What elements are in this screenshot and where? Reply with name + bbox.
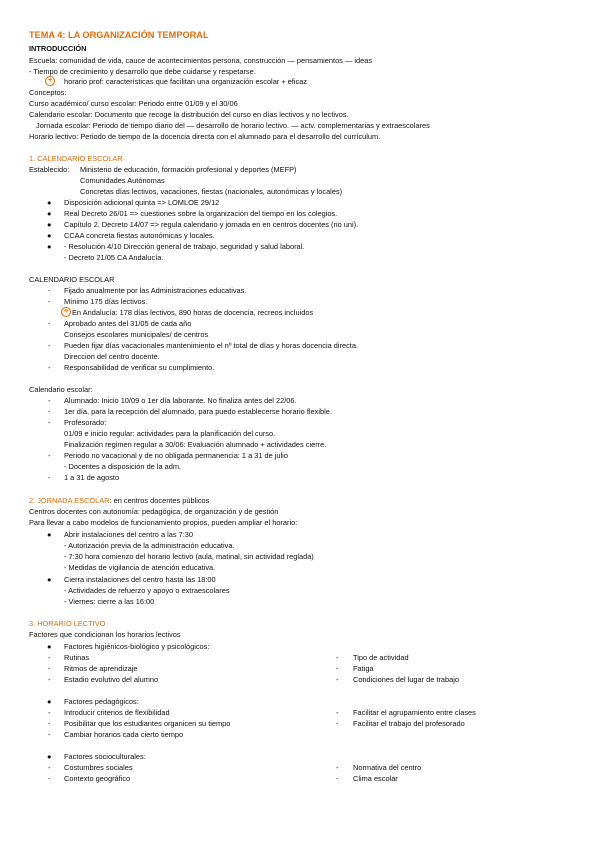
s3-socioculturales: Factores socioculturales: bbox=[64, 752, 146, 761]
s2-abrir: Abrir instalaciones del centro a las 7:30 bbox=[64, 530, 193, 539]
section-2-title: 2. JORNADA ESCOLAR bbox=[29, 496, 110, 505]
s3-hig-right: Fatiga bbox=[353, 664, 374, 673]
s3-soc-left: Contexto geográfico bbox=[64, 774, 131, 783]
dash-icon: - bbox=[336, 719, 339, 728]
dash-icon: - bbox=[48, 319, 51, 328]
dash-icon: - bbox=[336, 708, 339, 717]
establecido-concretas: Concretas días lectivos, vacaciones, fiestas (nacionales, autonómicas y locales) bbox=[80, 187, 343, 196]
bullet-icon: ● bbox=[47, 231, 52, 240]
s3-ped-left: Cambiar horarios cada cierto tiempo bbox=[64, 730, 184, 739]
bullet-icon: ● bbox=[47, 220, 52, 229]
s2-autonomia: Centros docentes con autonomía: pedagógica, de organización y de gestión bbox=[29, 507, 279, 516]
s1-decreto-21: - Decreto 21/05 CA Andalucía. bbox=[64, 253, 164, 262]
bullet-icon: ● bbox=[47, 752, 52, 761]
calendario2-heading: Calendario escolar: bbox=[29, 385, 93, 394]
bullet-icon: ● bbox=[47, 642, 52, 651]
s2-abrir-sub: - 7:30 hora comienzo del horario lectivo (aula, matinal, sin actividad reglada) bbox=[64, 552, 314, 561]
intro-conceptos: Conceptos: bbox=[29, 88, 67, 97]
establecido-mefp: Ministerio de educación, formación profesional y deportes (MEFP) bbox=[80, 165, 297, 174]
dash-icon: - bbox=[336, 763, 339, 772]
cal2-prof-1: 01/09 e inicio regular: actividades para la planificación del curso. bbox=[64, 429, 276, 438]
bullet-icon: ● bbox=[47, 697, 52, 706]
s3-ped-left: Introducir criterios de flexibilidad bbox=[64, 708, 170, 717]
s3-factores: Factores que condicionan los horarios lectivos bbox=[29, 630, 181, 639]
s2-abrir-sub: - Medidas de vigilancia de atención educativa. bbox=[64, 563, 216, 572]
intro-heading: INTRODUCCIÓN bbox=[29, 44, 87, 53]
section-3-heading: 3. HORARIO LECTIVO bbox=[29, 619, 106, 628]
s1-bullet: Disposición adicional quinta => LOMLOE 29/12 bbox=[64, 198, 220, 207]
dash-icon: - bbox=[48, 407, 51, 416]
establecido-label: Establecido: bbox=[29, 165, 70, 174]
s1-bullet: Real Decreto 26/01 => cuestiones sobre la organización del tiempo en los colegios. bbox=[64, 209, 338, 218]
s3-soc-right: Clima escolar bbox=[353, 774, 398, 783]
s1-bullet: - Resolución 4/10 Dirección general de trabajo, seguridad y salud laboral. bbox=[64, 242, 305, 251]
s3-ped-left: Posibilitar que los estudiantes organicen su tiempo bbox=[64, 719, 231, 728]
dash-icon: - bbox=[336, 774, 339, 783]
section-2-heading bbox=[29, 497, 209, 504]
intro-horario-lectivo: Horario lectivo: Periodo de tiempo de la docencia directa con el alumnado para el desarrollo del currículum. bbox=[29, 132, 381, 141]
s3-soc-right: Normativa del centro bbox=[353, 763, 422, 772]
cal-item: Fijado anualmente por las Administraciones educativas. bbox=[64, 286, 247, 295]
dash-icon: - bbox=[48, 653, 51, 662]
cal-direccion: Direccion del centro docente. bbox=[64, 352, 160, 361]
cal-consejos: Consejos escolares municipales/ de centros bbox=[64, 330, 209, 339]
intro-escuela: Escuela: comunidad de vida, cauce de acontecimientos persona, construcción — pensamientos — ideas bbox=[29, 56, 373, 65]
s3-hig-left: Estadio evolutivo del alumno bbox=[64, 675, 159, 684]
cal-item: Aprobado antes del 31/05 de cada año bbox=[64, 319, 192, 328]
cal-andalucia: En Andalucía: 178 días lectivos, 890 horas de docencia, recreos incluidos bbox=[72, 308, 314, 317]
dash-icon: - bbox=[48, 763, 51, 772]
dash-icon: - bbox=[48, 664, 51, 673]
page-title: TEMA 4: LA ORGANIZACIÓN TEMPORAL bbox=[29, 30, 209, 40]
cal-item: Pueden fijar días vacacionales mantenimiento el nº total de días y horas docencia directa. bbox=[64, 341, 358, 350]
establecido-ccaa: Comunidades Autónomas bbox=[80, 176, 165, 185]
dash-icon: - bbox=[48, 675, 51, 684]
dash-icon: - bbox=[336, 675, 339, 684]
cal2-docentes: - Docentes a disposición de la adm. bbox=[64, 462, 182, 471]
bullet-icon: ● bbox=[47, 530, 52, 539]
cal2-item: Periodo no vacacional y de no obligada permanencia: 1 a 31 de julio bbox=[64, 451, 288, 460]
s3-hig-right: Condiciones del lugar de trabajo bbox=[353, 675, 460, 684]
s3-higienicos: Factores higiénicos-biológico y psicológicos: bbox=[64, 642, 210, 651]
s3-hig-left: Ritmos de aprendizaje bbox=[64, 664, 138, 673]
cal2-item: Alumnado: Inicio 10/09 o 1er día laborante. No finaliza antes del 22/06. bbox=[64, 396, 297, 405]
dash-icon: - bbox=[48, 396, 51, 405]
intro-tiempo: - Tiempo de crecimiento y desarrollo que debe cuidarse y respetarse. bbox=[29, 67, 256, 76]
plus-icon: + bbox=[61, 307, 71, 317]
s3-pedagogicos: Factores pedagógicos: bbox=[64, 697, 139, 706]
s2-cierre-sub: - Actividades de refuerzo y apoyo o extraescolares bbox=[64, 586, 230, 595]
bullet-icon: ● bbox=[47, 209, 52, 218]
bullet-icon: ● bbox=[47, 575, 52, 584]
dash-icon: - bbox=[48, 473, 51, 482]
dash-icon: - bbox=[48, 297, 51, 306]
dash-icon: - bbox=[48, 418, 51, 427]
dash-icon: - bbox=[48, 730, 51, 739]
bullet-icon: ● bbox=[47, 198, 52, 207]
cal2-item: 1 a 31 de agosto bbox=[64, 473, 120, 482]
dash-icon: - bbox=[48, 774, 51, 783]
s3-ped-right: Facilitar el agrupamiento entre clases bbox=[353, 708, 476, 717]
dash-icon: - bbox=[48, 451, 51, 460]
calendario-heading: CALENDARIO ESCOLAR bbox=[29, 275, 115, 284]
cal-item: Mínimo 175 días lectivos. bbox=[64, 297, 148, 306]
intro-curso: Curso académico/ curso escolar: Periodo entre 01/09 y el 30/06 bbox=[29, 99, 238, 108]
cal2-prof-2: Finalización regimen regular a 30/06: Evaluación alumnado + actividades cierre. bbox=[64, 440, 327, 449]
s2-abrir-sub: - Autorización previa de la administración educativa. bbox=[64, 541, 235, 550]
s2-cierre-sub: - Viernes: cierre a las 16:00 bbox=[64, 597, 155, 606]
s3-hig-right: Tipo de actividad bbox=[353, 653, 409, 662]
dash-icon: - bbox=[48, 719, 51, 728]
cal2-item: Profesorado: bbox=[64, 418, 107, 427]
intro-calendario: Calendario escolar: Documento que recoge la distribución del curso en días lectivos y no lectivos. bbox=[29, 110, 349, 119]
s3-ped-right: Facilitar el trabajo del profesorado bbox=[353, 719, 465, 728]
plus-icon: + bbox=[45, 76, 55, 86]
s3-hig-left: Rutinas bbox=[64, 653, 90, 662]
intro-horario-prof: horario prof: características que facilitan una organización escolar + eficaz bbox=[64, 77, 307, 86]
intro-jornada: Jornada escolar: Periodo de tiempo diario del — desarrollo de horario lectivo. — actv. complementarias y extraescolares bbox=[36, 121, 430, 130]
dash-icon: - bbox=[48, 708, 51, 717]
dash-icon: - bbox=[48, 341, 51, 350]
dash-icon: - bbox=[336, 664, 339, 673]
section-2-suffix: : en centros docentes públicos bbox=[109, 496, 210, 505]
s1-bullet: CCAA concreta fiestas autonómicas y locales. bbox=[64, 231, 215, 240]
dash-icon: - bbox=[336, 653, 339, 662]
cal-item: Responsabilidad de verificar su cumplimiento. bbox=[64, 363, 215, 372]
bullet-icon: ● bbox=[47, 242, 52, 251]
dash-icon: - bbox=[48, 363, 51, 372]
s2-cierre: Cierra instalaciones del centro hasta las 18:00 bbox=[64, 575, 216, 584]
dash-icon: - bbox=[48, 286, 51, 295]
s3-soc-left: Costumbres sociales bbox=[64, 763, 133, 772]
cal2-item: 1er día, para la recepción del alumnado, para puedo establecerse horario flexible. bbox=[64, 407, 332, 416]
s2-modelos: Para llevar a cabo modelos de funcionamiento propios, pueden ampliar el horario: bbox=[29, 518, 298, 527]
s1-bullet: Capítulo 2. Decreto 14/07 => regula calendario y jornada en en centros docentes (no uni). bbox=[64, 220, 359, 229]
section-1-heading: 1. CALENDARIO ESCOLAR bbox=[29, 154, 123, 163]
